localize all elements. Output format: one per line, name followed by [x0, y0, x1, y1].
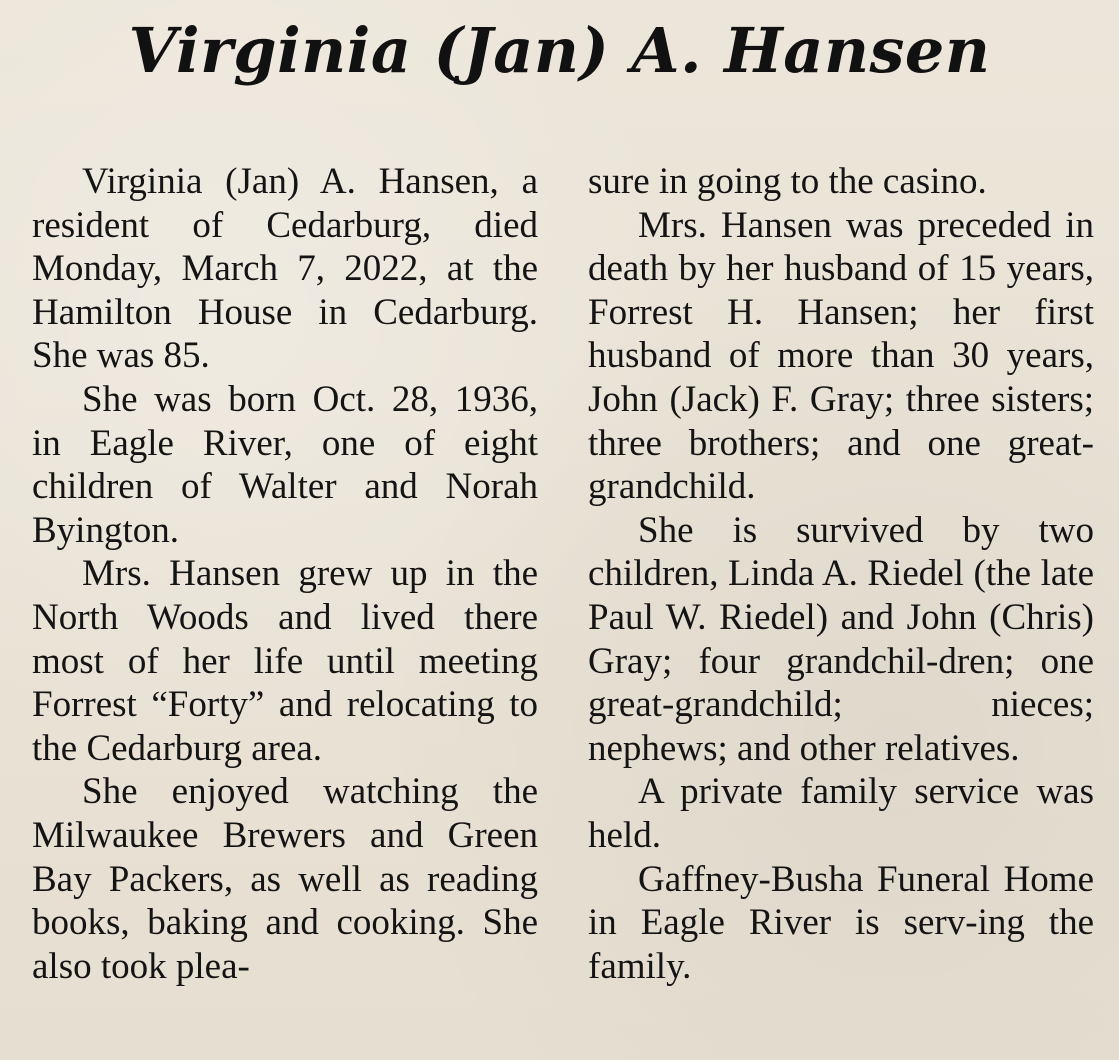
- obituary-headline: Virginia (Jan) A. Hansen: [128, 14, 991, 87]
- paragraph-continued: sure in going to the casino.: [588, 161, 987, 202]
- paragraph: Virginia (Jan) A. Hansen, a resident of Cedarburg, died Monday, March 7, 2022, at the Hamilton House in Cedarburg. She was 85.: [32, 161, 538, 377]
- text-column-left: [32, 160, 538, 988]
- paragraph: She is survived by two children, Linda A. Riedel (the late Paul W. Riedel) and John (Chris) Gray; four grandchil-dren; one great-grandchild; nieces; nephews; and other relatives.: [588, 509, 1094, 769]
- paragraph: She was born Oct. 28, 1936, in Eagle River, one of eight children of Walter and Norah Byington.: [32, 378, 538, 551]
- paragraph: She enjoyed watching the Milwaukee Brewers and Green Bay Packers, as well as reading books, baking and cooking. She also took plea-: [32, 771, 538, 987]
- paragraph: Gaffney-Busha Funeral Home in Eagle River is serv-ing the family.: [588, 858, 1094, 987]
- paragraph: Mrs. Hansen grew up in the North Woods and lived there most of her life until meeting Forrest “Forty” and relocating to the Cedarburg area.: [32, 553, 538, 769]
- paragraph: Mrs. Hansen was preceded in death by her husband of 15 years, Forrest H. Hansen; her first husband of more than 30 years, John (Jack) F. Gray; three sisters; three brothers; and one great-grandchild.: [588, 204, 1094, 508]
- paragraph: A private family service was held.: [588, 771, 1094, 856]
- text-column-right: [588, 160, 1094, 988]
